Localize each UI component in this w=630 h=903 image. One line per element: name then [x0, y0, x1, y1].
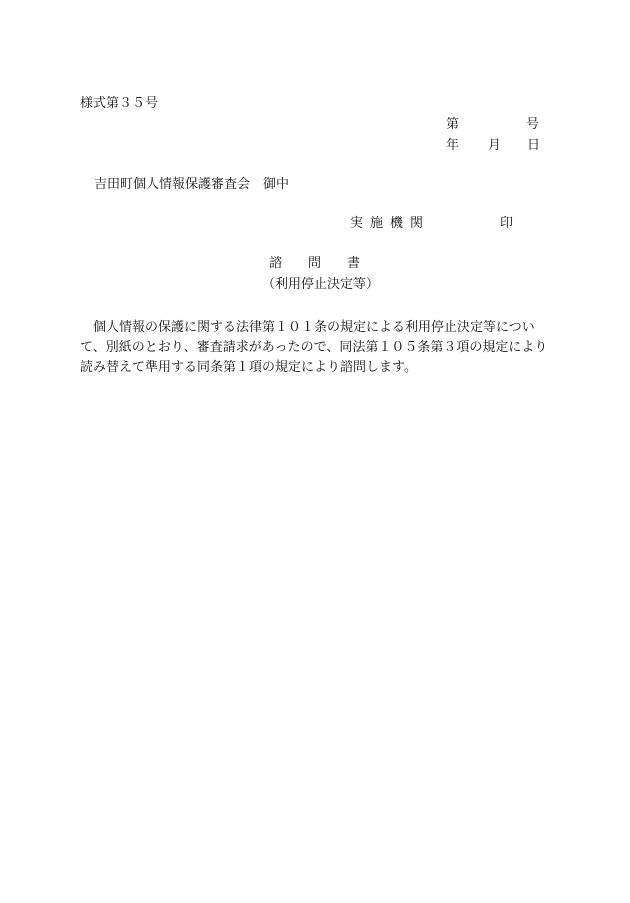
- document-number-prefix: 第: [446, 117, 460, 132]
- seal-label: 印: [500, 216, 514, 231]
- implementer-label: 実施機関: [350, 216, 431, 231]
- document-number-suffix: 号: [526, 117, 540, 132]
- date-year-label: 年: [446, 138, 460, 153]
- document-subtitle: （利用停止決定等）: [262, 277, 380, 292]
- form-number: 様式第３５号: [80, 96, 159, 111]
- document-title: 諮問書: [269, 256, 387, 271]
- date-month-label: 月: [488, 138, 502, 153]
- addressee: 吉田町個人情報保護審査会 御中: [94, 177, 290, 192]
- date-day-label: 日: [527, 138, 541, 153]
- body-paragraph: 個人情報の保護に関する法律第１０１条の規定による利用停止決定等について、別紙のとおり、審査請求があったので、同法第１０５条第３項の規定により読み替えて準用する同条第１項の規定により諮問します。: [80, 320, 548, 375]
